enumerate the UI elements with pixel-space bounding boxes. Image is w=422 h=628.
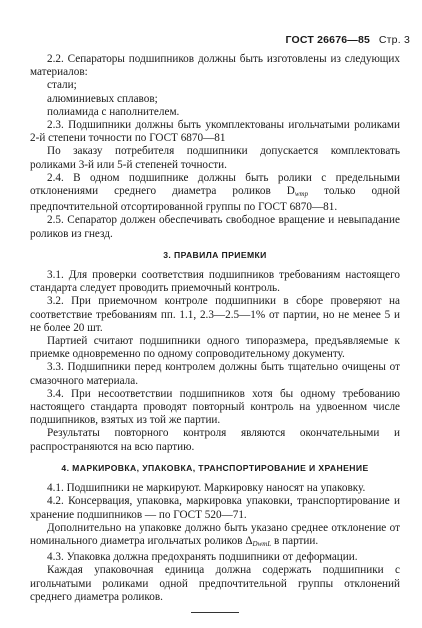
- clause-4-2-note-text-a: Дополнительно на упаковке должно быть указано среднее отклонение от номинального диаметра игольчатых роликов Δ: [30, 521, 400, 547]
- clause-3-2-note: Партией считают подшипники одного типоразмера, предъявляемые к приемке одновременно по одному сопроводительному документу.: [30, 335, 400, 361]
- section-3-heading: 3. ПРАВИЛА ПРИЕМКИ: [163, 249, 267, 260]
- material-steel: стали;: [47, 79, 77, 92]
- clause-4-2-note-text-b: в партии.: [271, 534, 319, 547]
- clause-3-4-note: Результаты повторного контроля являются окончательными и распространяются на всю партию.: [30, 427, 400, 453]
- clause-3-2: 3.2. При приемочном контроле подшипники в сборе проверяют на соответствие требованиям пп. 1.1, 2.3—2.5—1% от партии, но не менее 5 и не более 20 шт.: [30, 295, 400, 334]
- clause-4-3-note: Каждая упаковочная единица должна содержать подшипники с игольчатыми роликами одной предпочтительной группы отклонений среднего диаметра роликов.: [30, 564, 400, 603]
- page-header: [285, 34, 410, 46]
- clause-2-4-subscript: wmp: [294, 190, 309, 199]
- page-number: Стр. 3: [378, 34, 410, 46]
- material-aluminium: алюминиевых сплавов;: [47, 92, 158, 105]
- clause-3-3: 3.3. Подшипники перед контролем должны быть тщательно очищены от смазочного материала.: [30, 361, 400, 387]
- clause-4-1: 4.1. Подшипники не маркируют. Маркировку наносят на упаковку.: [47, 482, 366, 495]
- clause-3-1: 3.1. Для проверки соответствия подшипников требованиям настоящего стандарта следует проводить приемочный контроль.: [30, 269, 400, 295]
- clause-4-2-note: [30, 522, 400, 551]
- clause-2-3: 2.3. Подшипники должны быть укомплектованы игольчатыми роликами 2-й степени точности по ГОСТ 6870—81: [30, 119, 400, 145]
- end-rule: [191, 612, 239, 613]
- standard-number: ГОСТ 26676—85: [285, 34, 371, 46]
- clause-2-4-text-b: только одной предпочтительной отсортированной группы по ГОСТ 6870—81.: [30, 185, 400, 214]
- document-body: [30, 53, 400, 613]
- clause-2-2: 2.2. Сепараторы подшипников должны быть изготовлены из следующих материалов:: [30, 53, 400, 79]
- material-polyamide: полиамида с наполнителем.: [47, 105, 180, 118]
- clause-4-2-subscript: DwmL: [252, 539, 272, 548]
- clause-4-3: 4.3. Упаковка должна предохранять подшипники от деформации.: [47, 551, 358, 564]
- clause-2-4-text-a: 2.4. В одном подшипнике должны быть ролики с предельными отклонениями среднего диаметра роликов D: [30, 171, 400, 198]
- clause-2-4: [30, 172, 400, 215]
- clause-2-3-note: По заказу потребителя подшипники допускается комплектовать роликами 3-й или 5-й степеней точности.: [30, 145, 400, 171]
- clause-4-2: 4.2. Консервация, упаковка, маркировка упаковки, транспортирование и хранение подшипников — по ГОСТ 520—71.: [30, 495, 400, 521]
- section-4-heading: 4. МАРКИРОВКА, УПАКОВКА, ТРАНСПОРТИРОВАНИЕ И ХРАНЕНИЕ: [61, 462, 369, 473]
- clause-3-4: 3.4. При несоответствии подшипников хотя бы одному требованию настоящего стандарта проводят повторный контроль на удвоенном числе подшипников, взятых из той же партии.: [30, 387, 400, 427]
- clause-2-5: 2.5. Сепаратор должен обеспечивать свободное вращение и невыпадание роликов из гнезд.: [30, 214, 400, 240]
